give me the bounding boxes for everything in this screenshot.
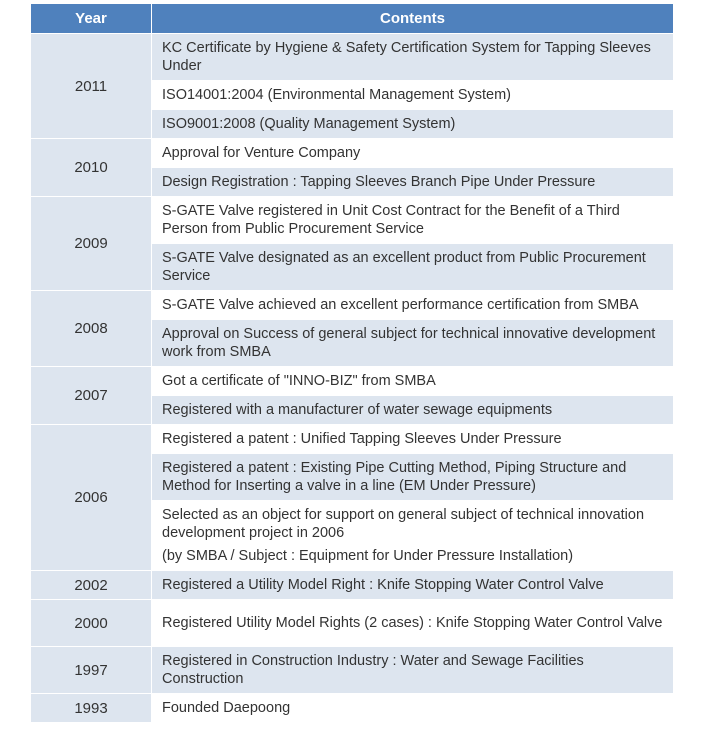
year-cell: 2002 [31, 571, 152, 600]
content-cell: Founded Daepoong [152, 694, 674, 723]
content-cell: Approval on Success of general subject for technical innovative development work from SMBA [152, 320, 674, 367]
content-cell: Got a certificate of "INNO-BIZ" from SMBA [152, 367, 674, 396]
content-note: (by SMBA / Subject : Equipment for Under Pressure Installation) [162, 547, 574, 564]
content-cell: Registered in Construction Industry : Water and Sewage Facilities Construction [152, 647, 674, 694]
content-cell: Registered a patent : Existing Pipe Cutting Method, Piping Structure and Method for Inserting a valve in a line (EM Under Pressure) [152, 454, 674, 501]
year-cell: 2010 [31, 139, 152, 197]
content-cell: Design Registration : Tapping Sleeves Branch Pipe Under Pressure [152, 168, 674, 197]
content-cell: S-GATE Valve designated as an excellent product from Public Procurement Service [152, 244, 674, 291]
content-cell: S-GATE Valve achieved an excellent performance certification from SMBA [152, 291, 674, 320]
content-cell: Registered Utility Model Rights (2 cases) : Knife Stopping Water Control Valve [152, 600, 674, 647]
content-cell: Registered a Utility Model Right : Knife Stopping Water Control Valve [152, 571, 674, 600]
table-row [31, 694, 674, 723]
year-cell: 2008 [31, 291, 152, 367]
year-cell: 2009 [31, 197, 152, 291]
table-row [31, 197, 674, 244]
table-row [31, 571, 674, 600]
content-cell: KC Certificate by Hygiene & Safety Certification System for Tapping Sleeves Under [152, 34, 674, 81]
year-cell: 2000 [31, 600, 152, 647]
year-cell: 2007 [31, 367, 152, 425]
year-cell: 1997 [31, 647, 152, 694]
content-cell: ISO9001:2008 (Quality Management System) [152, 110, 674, 139]
year-cell: 1993 [31, 694, 152, 723]
table-row [31, 425, 674, 454]
table-row [31, 291, 674, 320]
year-cell: 2006 [31, 425, 152, 571]
table-row [31, 600, 674, 647]
table-row [31, 367, 674, 396]
contents-column-header: Contents [152, 4, 674, 34]
table-row [31, 34, 674, 81]
content-cell: ISO14001:2004 (Environmental Management System) [152, 81, 674, 110]
company-history-table [30, 3, 674, 723]
content-cell: Registered with a manufacturer of water sewage equipments [152, 396, 674, 425]
table-row [31, 139, 674, 168]
table-row [31, 647, 674, 694]
year-column-header: Year [31, 4, 152, 34]
content-cell [152, 501, 674, 571]
content-cell: Registered a patent : Unified Tapping Sleeves Under Pressure [152, 425, 674, 454]
year-cell: 2011 [31, 34, 152, 139]
content-text: Selected as an object for support on general subject of technical innovation development project in 2006 [162, 506, 645, 541]
header-row [31, 4, 674, 34]
content-cell: S-GATE Valve registered in Unit Cost Contract for the Benefit of a Third Person from Public Procurement Service [152, 197, 674, 244]
content-cell: Approval for Venture Company [152, 139, 674, 168]
